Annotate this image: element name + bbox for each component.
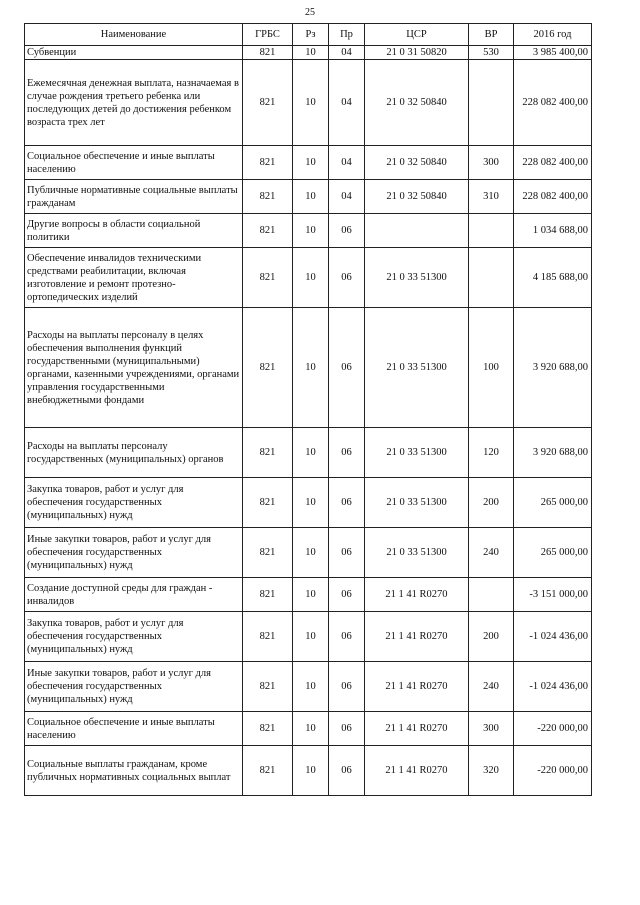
- table-row: [25, 146, 592, 180]
- cell-csr: 21 0 32 50840: [365, 60, 469, 146]
- cell-amount: 3 920 688,00: [514, 308, 592, 428]
- cell-amount: 4 185 688,00: [514, 248, 592, 308]
- cell-grbs: 821: [243, 60, 293, 146]
- budget-table: [24, 23, 592, 796]
- cell-vr: 200: [469, 612, 514, 662]
- cell-rz: 10: [293, 46, 329, 60]
- cell-pr: 06: [329, 712, 365, 746]
- cell-grbs: 821: [243, 248, 293, 308]
- cell-grbs: 821: [243, 746, 293, 796]
- cell-csr: 21 0 32 50840: [365, 146, 469, 180]
- cell-pr: 04: [329, 146, 365, 180]
- cell-vr: 300: [469, 712, 514, 746]
- cell-grbs: 821: [243, 478, 293, 528]
- cell-vr: [469, 248, 514, 308]
- cell-csr: 21 0 33 51300: [365, 478, 469, 528]
- cell-name: Расходы на выплаты персоналу государственных (муниципальных) органов: [25, 428, 243, 478]
- cell-rz: 10: [293, 180, 329, 214]
- cell-grbs: 821: [243, 308, 293, 428]
- cell-amount: 3 920 688,00: [514, 428, 592, 478]
- cell-amount: 1 034 688,00: [514, 214, 592, 248]
- cell-amount: 265 000,00: [514, 478, 592, 528]
- cell-rz: 10: [293, 146, 329, 180]
- cell-vr: 240: [469, 662, 514, 712]
- cell-csr: 21 0 33 51300: [365, 248, 469, 308]
- cell-rz: 10: [293, 214, 329, 248]
- cell-csr: 21 0 33 51300: [365, 308, 469, 428]
- cell-pr: 06: [329, 612, 365, 662]
- cell-vr: 310: [469, 180, 514, 214]
- page-number: 25: [305, 7, 315, 18]
- cell-csr: 21 0 31 50820: [365, 46, 469, 60]
- cell-vr: 120: [469, 428, 514, 478]
- cell-vr: 320: [469, 746, 514, 796]
- cell-name: Социальное обеспечение и иные выплаты населению: [25, 146, 243, 180]
- cell-rz: 10: [293, 528, 329, 578]
- cell-csr: 21 1 41 R0270: [365, 578, 469, 612]
- cell-csr: 21 0 32 50840: [365, 180, 469, 214]
- cell-rz: 10: [293, 578, 329, 612]
- cell-amount: -1 024 436,00: [514, 612, 592, 662]
- cell-rz: 10: [293, 712, 329, 746]
- cell-amount: -3 151 000,00: [514, 578, 592, 612]
- cell-vr: 300: [469, 146, 514, 180]
- cell-csr: 21 0 33 51300: [365, 428, 469, 478]
- cell-vr: 240: [469, 528, 514, 578]
- cell-vr: [469, 578, 514, 612]
- table-row: [25, 712, 592, 746]
- cell-amount: 228 082 400,00: [514, 180, 592, 214]
- cell-amount: 228 082 400,00: [514, 60, 592, 146]
- cell-grbs: 821: [243, 578, 293, 612]
- table-row: [25, 578, 592, 612]
- cell-csr: [365, 214, 469, 248]
- table-header-row: [25, 24, 592, 46]
- table-row: [25, 214, 592, 248]
- cell-name: Создание доступной среды для граждан - инвалидов: [25, 578, 243, 612]
- cell-pr: 06: [329, 248, 365, 308]
- cell-amount: -220 000,00: [514, 712, 592, 746]
- cell-amount: 228 082 400,00: [514, 146, 592, 180]
- cell-name: Социальные выплаты гражданам, кроме публичных нормативных социальных выплат: [25, 746, 243, 796]
- cell-name: Субвенции: [25, 46, 243, 60]
- header-amount: 2016 год: [514, 24, 592, 46]
- cell-name: Публичные нормативные социальные выплаты гражданам: [25, 180, 243, 214]
- cell-name: Социальное обеспечение и иные выплаты населению: [25, 712, 243, 746]
- header-grbs: ГРБС: [243, 24, 293, 46]
- cell-grbs: 821: [243, 428, 293, 478]
- cell-name: Другие вопросы в области социальной политики: [25, 214, 243, 248]
- cell-pr: 06: [329, 428, 365, 478]
- cell-amount: -220 000,00: [514, 746, 592, 796]
- cell-rz: 10: [293, 428, 329, 478]
- cell-pr: 06: [329, 528, 365, 578]
- cell-rz: 10: [293, 612, 329, 662]
- cell-pr: 06: [329, 214, 365, 248]
- cell-grbs: 821: [243, 180, 293, 214]
- cell-grbs: 821: [243, 146, 293, 180]
- table-row: [25, 528, 592, 578]
- cell-amount: -1 024 436,00: [514, 662, 592, 712]
- cell-name: Ежемесячная денежная выплата, назначаемая в случае рождения третьего ребенка или последующих детей до достижения ребенком возраста трех лет: [25, 60, 243, 146]
- cell-csr: 21 1 41 R0270: [365, 712, 469, 746]
- cell-vr: [469, 60, 514, 146]
- table-row: [25, 662, 592, 712]
- cell-grbs: 821: [243, 662, 293, 712]
- cell-name: Расходы на выплаты персоналу в целях обеспечения выполнения функций государственными (муниципальными) органами, казенными учреждениями, органами управления государственными внебюджетными фондами: [25, 308, 243, 428]
- cell-grbs: 821: [243, 528, 293, 578]
- header-csr: ЦСР: [365, 24, 469, 46]
- cell-vr: 530: [469, 46, 514, 60]
- header-vr: ВР: [469, 24, 514, 46]
- cell-vr: 100: [469, 308, 514, 428]
- cell-vr: [469, 214, 514, 248]
- cell-pr: 06: [329, 578, 365, 612]
- cell-name: Иные закупки товаров, работ и услуг для обеспечения государственных (муниципальных) нужд: [25, 662, 243, 712]
- cell-pr: 06: [329, 308, 365, 428]
- header-rz: Рз: [293, 24, 329, 46]
- cell-pr: 04: [329, 46, 365, 60]
- cell-pr: 04: [329, 60, 365, 146]
- cell-rz: 10: [293, 746, 329, 796]
- cell-pr: 04: [329, 180, 365, 214]
- cell-grbs: 821: [243, 46, 293, 60]
- cell-grbs: 821: [243, 214, 293, 248]
- table-row: [25, 46, 592, 60]
- table-row: [25, 428, 592, 478]
- cell-amount: 3 985 400,00: [514, 46, 592, 60]
- table-row: [25, 478, 592, 528]
- table-row: [25, 180, 592, 214]
- cell-rz: 10: [293, 308, 329, 428]
- table-row: [25, 746, 592, 796]
- cell-name: Закупка товаров, работ и услуг для обеспечения государственных (муниципальных) нужд: [25, 612, 243, 662]
- header-name: Наименование: [25, 24, 243, 46]
- cell-grbs: 821: [243, 712, 293, 746]
- cell-rz: 10: [293, 478, 329, 528]
- cell-rz: 10: [293, 248, 329, 308]
- cell-rz: 10: [293, 60, 329, 146]
- header-pr: Пр: [329, 24, 365, 46]
- cell-pr: 06: [329, 746, 365, 796]
- cell-csr: 21 0 33 51300: [365, 528, 469, 578]
- cell-pr: 06: [329, 662, 365, 712]
- table-row: [25, 308, 592, 428]
- cell-name: Закупка товаров, работ и услуг для обеспечения государственных (муниципальных) нужд: [25, 478, 243, 528]
- table-row: [25, 248, 592, 308]
- table-row: [25, 60, 592, 146]
- cell-amount: 265 000,00: [514, 528, 592, 578]
- table-row: [25, 612, 592, 662]
- cell-csr: 21 1 41 R0270: [365, 662, 469, 712]
- cell-name: Иные закупки товаров, работ и услуг для обеспечения государственных (муниципальных) нужд: [25, 528, 243, 578]
- cell-pr: 06: [329, 478, 365, 528]
- cell-csr: 21 1 41 R0270: [365, 612, 469, 662]
- cell-grbs: 821: [243, 612, 293, 662]
- cell-rz: 10: [293, 662, 329, 712]
- cell-name: Обеспечение инвалидов техническими средствами реабилитации, включая изготовление и ремонт протезно-ортопедических изделий: [25, 248, 243, 308]
- cell-csr: 21 1 41 R0270: [365, 746, 469, 796]
- cell-vr: 200: [469, 478, 514, 528]
